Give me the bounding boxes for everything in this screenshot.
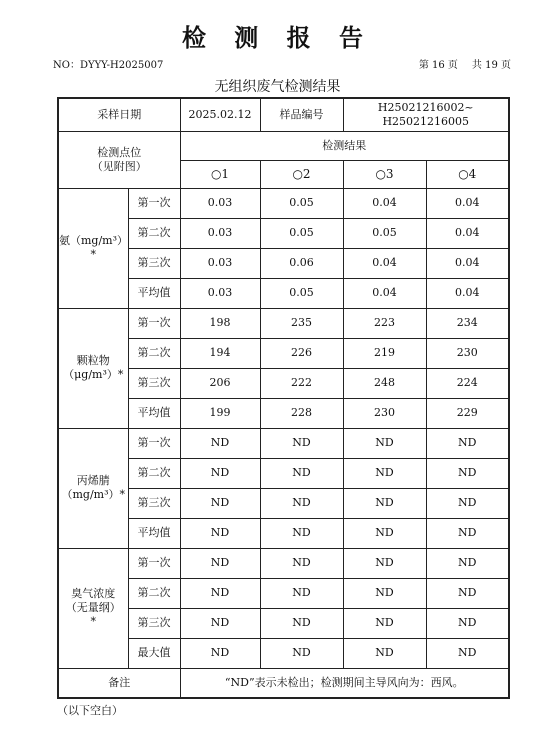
pollutant-name — [58, 188, 128, 308]
measurement-label: 第二次 — [128, 458, 180, 488]
value-cell: 0.03 — [180, 248, 260, 278]
value-cell: ND — [343, 608, 426, 638]
measurement-label: 平均值 — [128, 278, 180, 308]
value-cell: 0.03 — [180, 218, 260, 248]
value-cell: 0.05 — [260, 278, 343, 308]
measurement-label: 第二次 — [128, 218, 180, 248]
results-table — [57, 97, 510, 699]
measurement-label: 第三次 — [128, 248, 180, 278]
sampling-row — [58, 98, 509, 131]
value-cell: ND — [260, 488, 343, 518]
value-cell: ND — [180, 608, 260, 638]
value-cell: ND — [426, 428, 509, 458]
value-cell: ND — [343, 458, 426, 488]
value-cell: 235 — [260, 308, 343, 338]
footer-note: （以下空白） — [57, 704, 123, 717]
value-cell: 0.03 — [180, 188, 260, 218]
pollutant-name — [58, 428, 128, 548]
value-cell: ND — [426, 608, 509, 638]
value-cell: ND — [180, 458, 260, 488]
measurement-label: 第三次 — [128, 608, 180, 638]
value-cell: ND — [260, 578, 343, 608]
value-cell: 0.04 — [426, 278, 509, 308]
value-cell: 0.04 — [426, 218, 509, 248]
report-title: 检 测 报 告 — [181, 24, 374, 52]
value-cell: ND — [343, 488, 426, 518]
data-row — [58, 548, 509, 578]
page-total: 共 19 页 — [471, 60, 511, 71]
sampling-date-label: 采样日期 — [58, 98, 180, 131]
value-cell: 0.04 — [426, 248, 509, 278]
measurement-label: 第三次 — [128, 488, 180, 518]
pollutant-name-line1: 丙烯腈 — [76, 474, 110, 488]
measurement-label: 第一次 — [128, 308, 180, 338]
pollutant-name-line2: （无量纲） — [65, 601, 121, 615]
measurement-label: 最大值 — [128, 638, 180, 668]
value-cell: ND — [426, 488, 509, 518]
remarks-label: 备注 — [58, 668, 180, 698]
value-cell: 222 — [260, 368, 343, 398]
pollutant-name-line1: 氨（mg/m³） — [59, 234, 129, 248]
pollutant-name-line3: * — [90, 614, 96, 628]
value-cell: ND — [180, 638, 260, 668]
value-cell: ND — [260, 428, 343, 458]
value-cell: ND — [343, 518, 426, 548]
value-cell: 0.04 — [343, 278, 426, 308]
points-label — [58, 131, 180, 188]
value-cell: ND — [426, 548, 509, 578]
remarks-row — [58, 668, 509, 698]
value-cell: 223 — [343, 308, 426, 338]
data-row — [58, 308, 509, 338]
remarks-text: “ND”表示未检出；检测期间主导风向为：西风。 — [180, 668, 509, 698]
page-indicator — [419, 56, 511, 71]
report-number-label: NO： — [53, 60, 80, 71]
value-cell: ND — [343, 638, 426, 668]
measurement-label: 第一次 — [128, 188, 180, 218]
value-cell: ND — [426, 578, 509, 608]
value-cell: 0.06 — [260, 248, 343, 278]
point-column-1: ○1 — [180, 160, 260, 188]
points-header-row — [58, 131, 509, 160]
value-cell: ND — [180, 488, 260, 518]
value-cell: ND — [260, 638, 343, 668]
pollutant-name-line1: 颗粒物 — [76, 354, 110, 368]
value-cell: 224 — [426, 368, 509, 398]
measurement-label: 平均值 — [128, 398, 180, 428]
value-cell: 0.04 — [343, 248, 426, 278]
data-row — [58, 428, 509, 458]
pollutant-name-line2: （mg/m³）* — [61, 488, 126, 501]
sample-no-line1: H25021216002~ — [377, 101, 474, 114]
report-number — [53, 56, 163, 71]
measurement-label: 第二次 — [128, 578, 180, 608]
point-column-3: ○3 — [343, 160, 426, 188]
report-number-value: DYYY-H2025007 — [79, 60, 164, 71]
value-cell: 206 — [180, 368, 260, 398]
sampling-date-value: 2025.02.12 — [180, 98, 260, 131]
pollutant-name-line1: 臭气浓度 — [71, 587, 116, 601]
sample-no-label: 样品编号 — [260, 98, 343, 131]
result-header: 检测结果 — [180, 131, 509, 160]
value-cell: 198 — [180, 308, 260, 338]
measurement-label: 平均值 — [128, 518, 180, 548]
value-cell: ND — [260, 518, 343, 548]
value-cell: ND — [180, 518, 260, 548]
pollutant-name-line2: * — [90, 248, 96, 261]
pollutant-name-line2: （μg/m³）* — [63, 368, 124, 381]
value-cell: ND — [343, 548, 426, 578]
value-cell: 230 — [343, 398, 426, 428]
sample-no-value — [343, 98, 509, 131]
point-column-2: ○2 — [260, 160, 343, 188]
value-cell: 219 — [343, 338, 426, 368]
value-cell: 234 — [426, 308, 509, 338]
value-cell: 248 — [343, 368, 426, 398]
value-cell: ND — [180, 578, 260, 608]
value-cell: ND — [260, 608, 343, 638]
value-cell: 230 — [426, 338, 509, 368]
data-row — [58, 188, 509, 218]
value-cell: ND — [260, 548, 343, 578]
points-label-line2: （见附图） — [91, 159, 147, 173]
measurement-label: 第一次 — [128, 428, 180, 458]
page-current: 第 16 页 — [418, 60, 458, 71]
value-cell: 194 — [180, 338, 260, 368]
value-cell: 0.05 — [260, 188, 343, 218]
pollutant-name — [58, 308, 128, 428]
sample-no-line2: H25021216005 — [382, 114, 470, 128]
value-cell: ND — [426, 458, 509, 488]
value-cell: 0.04 — [426, 188, 509, 218]
value-cell: ND — [343, 578, 426, 608]
measurement-label: 第三次 — [128, 368, 180, 398]
point-column-4: ○4 — [426, 160, 509, 188]
value-cell: ND — [343, 428, 426, 458]
measurement-label: 第二次 — [128, 338, 180, 368]
value-cell: ND — [180, 428, 260, 458]
points-label-line1: 检测点位 — [97, 145, 142, 159]
value-cell: ND — [426, 518, 509, 548]
measurement-label: 第一次 — [128, 548, 180, 578]
pollutant-name — [58, 548, 128, 668]
value-cell: ND — [426, 638, 509, 668]
value-cell: ND — [260, 458, 343, 488]
value-cell: 0.04 — [343, 188, 426, 218]
value-cell: 0.05 — [343, 218, 426, 248]
value-cell: 226 — [260, 338, 343, 368]
table-title: 无组织废气检测结果 — [214, 79, 341, 95]
value-cell: 229 — [426, 398, 509, 428]
value-cell: 0.03 — [180, 278, 260, 308]
value-cell: ND — [180, 548, 260, 578]
value-cell: 0.05 — [260, 218, 343, 248]
value-cell: 228 — [260, 398, 343, 428]
value-cell: 199 — [180, 398, 260, 428]
